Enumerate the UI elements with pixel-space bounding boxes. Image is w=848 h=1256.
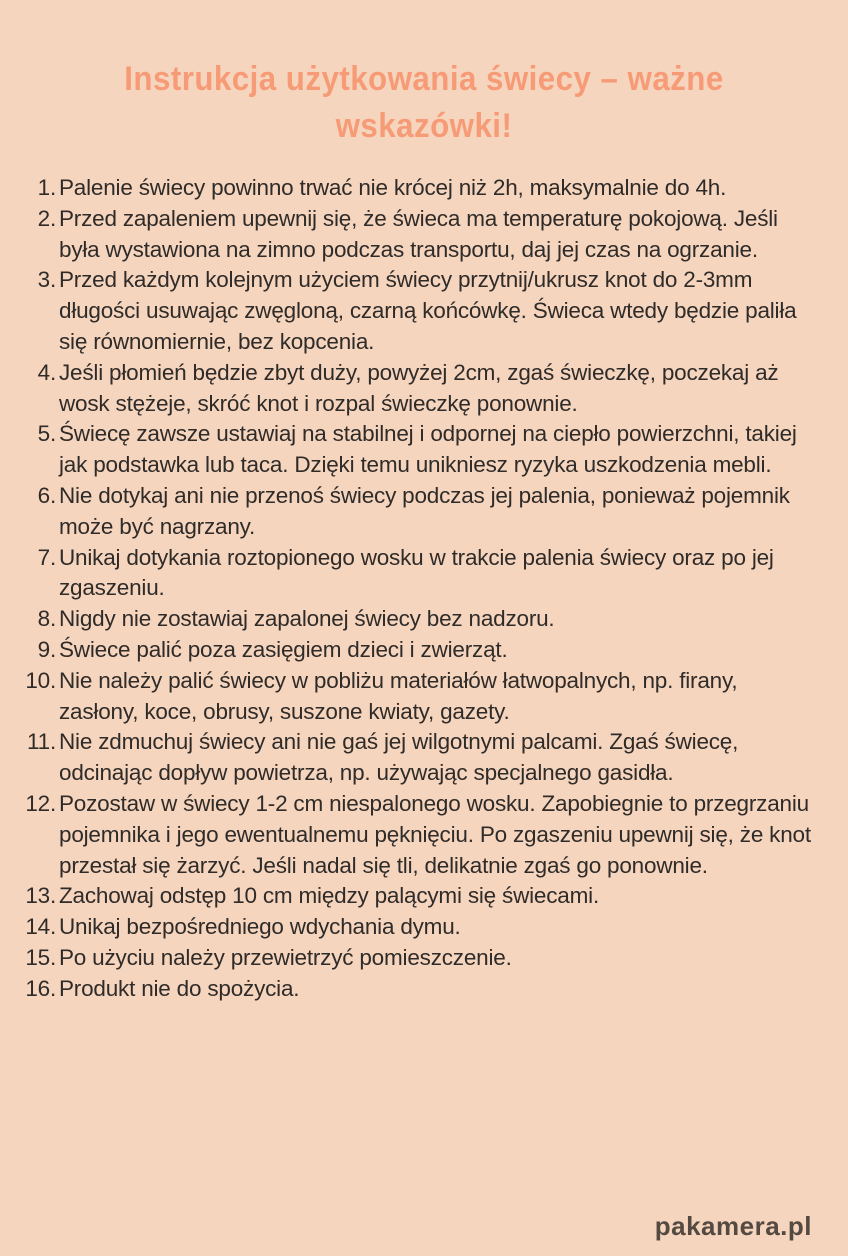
- item-number: 16.: [25, 975, 56, 1001]
- list-item: [0, 666, 814, 728]
- page-title-line1: Instrukcja użytkowania świecy – ważne: [124, 60, 724, 98]
- item-text: Świece palić poza zasięgiem dzieci i zwierząt.: [59, 636, 508, 662]
- item-text: Nigdy nie zostawiaj zapalonej świecy bez nadzoru.: [59, 606, 555, 632]
- item-number: 11.: [26, 729, 56, 755]
- item-number: 4.: [37, 359, 56, 385]
- list-item: [0, 789, 814, 881]
- item-text: Świecę zawsze ustawiaj na stabilnej i odpornej na ciepło powierzchni, takiej jak podstawka lub taca. Dzięki temu unikniesz ryzyka uszkodzenia mebli.: [59, 421, 797, 478]
- list-item: [0, 604, 814, 635]
- item-text: Palenie świecy powinno trwać nie krócej niż 2h, maksymalnie do 4h.: [59, 175, 727, 200]
- list-item: [0, 481, 814, 543]
- page-title: [34, 56, 814, 150]
- item-text: Przed zapaleniem upewnij się, że świeca ma temperaturę pokojową. Jeśli była wystawiona na zimno podczas transportu, daj jej czas na ogrzanie.: [59, 205, 778, 262]
- item-text: Przed każdym kolejnym użyciem świecy przytnij/ukrusz knot do 2-3mm długości usuwając zwęgloną, czarną końcówkę. Świeca wtedy będzie paliła się równomiernie, bez kopcenia.: [59, 267, 797, 354]
- list-item: [0, 204, 814, 266]
- list-item: [0, 543, 814, 605]
- pakamera-logo: pakamera.pl: [654, 1211, 812, 1241]
- item-number: 6.: [37, 482, 56, 508]
- item-text: Produkt nie do spożycia.: [59, 975, 300, 1001]
- list-item: [0, 727, 814, 789]
- item-text: Unikaj dotykania roztopionego wosku w trakcie palenia świecy oraz po jej zgaszeniu.: [59, 544, 774, 601]
- item-number: 10.: [25, 667, 56, 693]
- list-item: [0, 358, 814, 420]
- list-item: [0, 265, 814, 357]
- list-item: [0, 943, 814, 974]
- list-item: [0, 419, 814, 481]
- list-item: [0, 912, 814, 943]
- instructions-list: [0, 173, 848, 1005]
- item-number: 5.: [37, 421, 56, 447]
- item-text: Po użyciu należy przewietrzyć pomieszczenie.: [59, 944, 512, 970]
- list-item: [0, 881, 814, 912]
- list-item: [0, 635, 814, 666]
- list-item: [0, 173, 814, 204]
- instruction-sheet: [0, 56, 848, 1256]
- item-number: 9.: [37, 636, 56, 662]
- page-title-line2: wskazówki!: [335, 107, 513, 145]
- item-number: 7.: [37, 544, 56, 570]
- item-number: 3.: [37, 267, 56, 293]
- item-number: 13.: [25, 883, 56, 909]
- item-text: Unikaj bezpośredniego wdychania dymu.: [59, 914, 461, 940]
- item-number: 8.: [37, 606, 56, 632]
- item-number: 2.: [37, 205, 56, 231]
- item-text: Zachowaj odstęp 10 cm między palącymi się świecami.: [59, 883, 600, 909]
- item-number: 12.: [25, 790, 56, 816]
- item-number: 14.: [25, 914, 56, 940]
- item-text: Pozostaw w świecy 1-2 cm niespalonego wosku. Zapobiegnie to przegrzaniu pojemnika i jego ewentualnemu pęknięciu. Po zgaszeniu upewnij się, że knot przestał się żarzyć. Jeśli nadal się tli, delikatnie zgaś go ponownie.: [59, 790, 811, 878]
- item-number: 15.: [25, 944, 56, 970]
- item-text: Nie zdmuchuj świecy ani nie gaś jej wilgotnymi palcami. Zgaś świecę, odcinając dopływ powietrza, np. używając specjalnego gasidła.: [59, 729, 739, 786]
- item-text: Jeśli płomień będzie zbyt duży, powyżej 2cm, zgaś świeczkę, poczekaj aż wosk stężeje, skróć knot i rozpal świeczkę ponownie.: [59, 359, 779, 416]
- item-text: Nie dotykaj ani nie przenoś świecy podczas jej palenia, ponieważ pojemnik może być nagrzany.: [59, 482, 790, 539]
- list-item: [0, 974, 814, 1005]
- item-text: Nie należy palić świecy w pobliżu materiałów łatwopalnych, np. firany, zasłony, koce, obrusy, suszone kwiaty, gazety.: [59, 667, 738, 724]
- item-number: 1.: [37, 175, 56, 200]
